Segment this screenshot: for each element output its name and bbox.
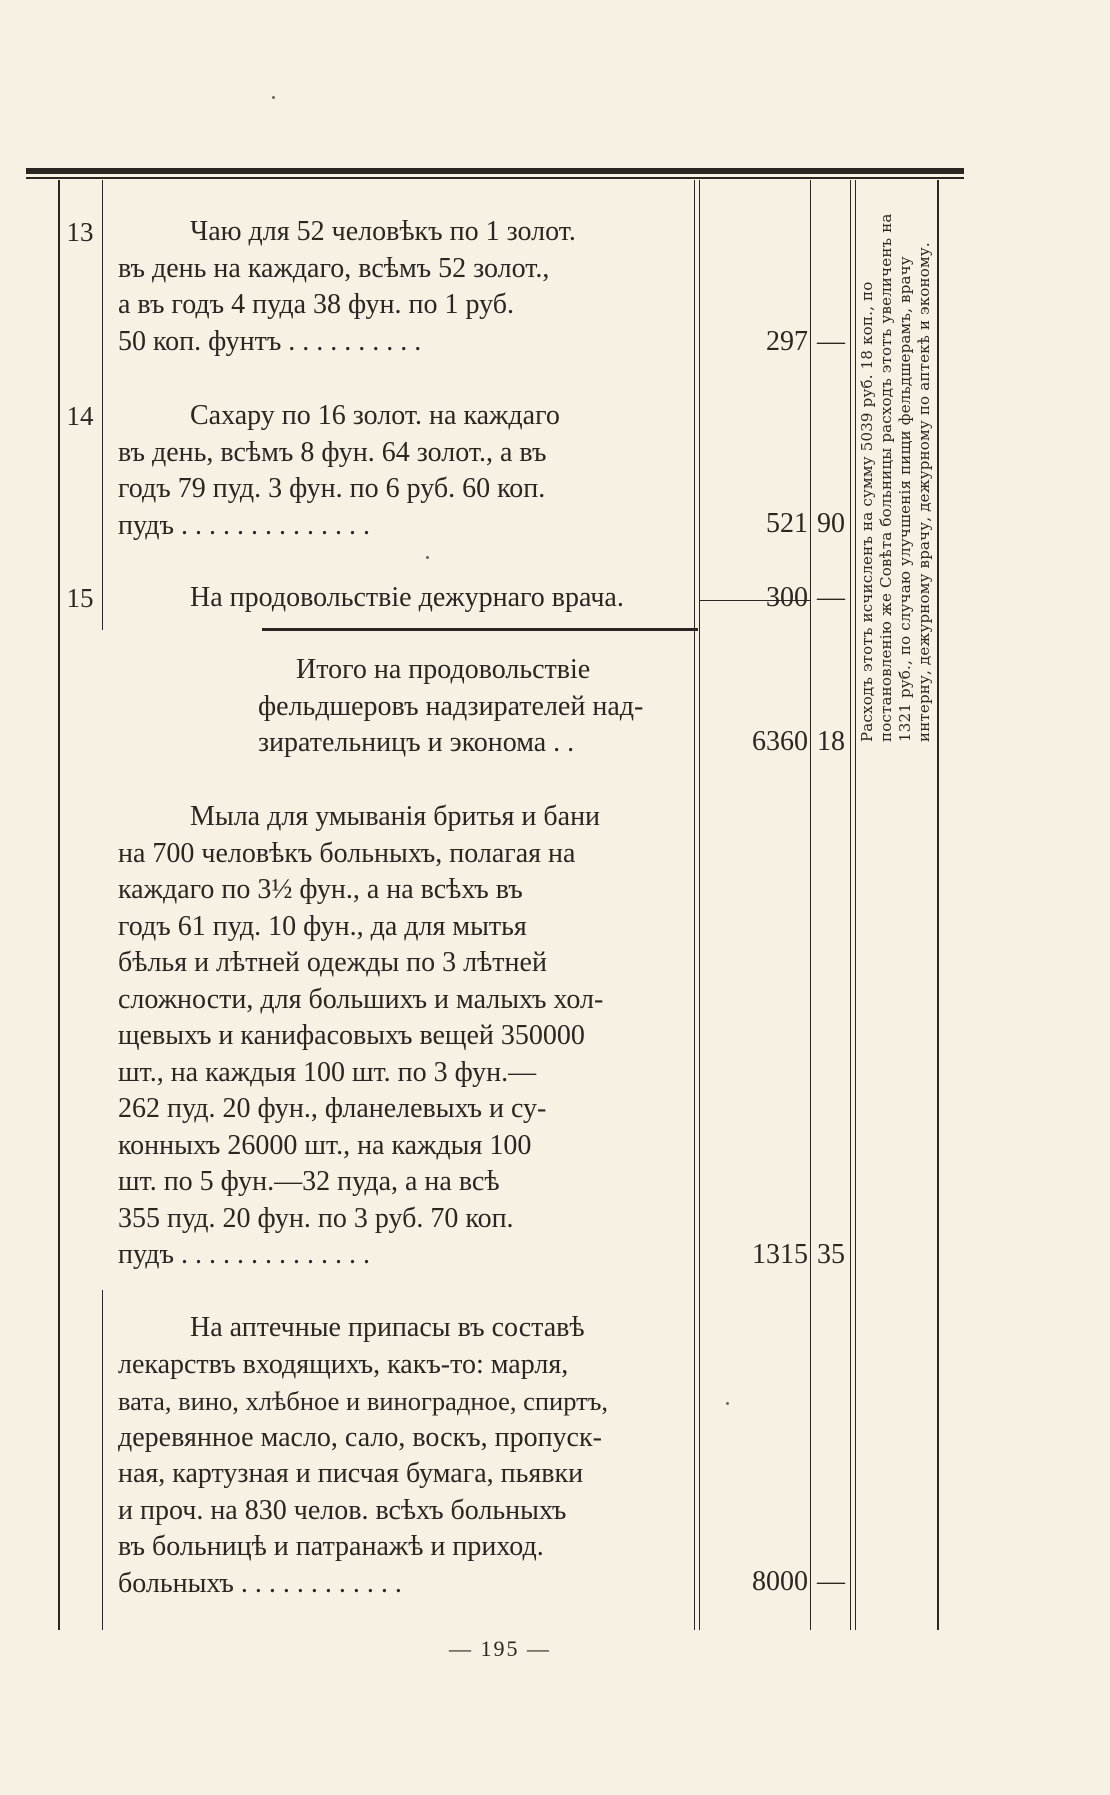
entry-tea (118, 214, 678, 360)
entry-line: каждаго по 3½ фун., а на всѣхъ въ (118, 874, 523, 905)
entry-line: 262 пуд. 20 фун., фланелевыхъ и су- (118, 1093, 547, 1124)
side-note: Расходъ этотъ исчисленъ на сумму 5039 руб. 18 коп., по постановленію же Совѣта больницы расходъ этотъ увеличенъ на 1321 руб., по случаю улучшенія пищи фельдшерамъ, врачу интерну, дежурному врачу, дежурному по аптекѣ и эконому. (858, 213, 933, 742)
entry-line: и проч. на 830 челов. всѣхъ больныхъ (118, 1494, 567, 1526)
entry-line: годъ 61 пуд. 10 фун., да для мытья (118, 910, 527, 942)
amount-rubles: 8000 (752, 1566, 808, 1597)
entry-line: Сахару по 16 золот. на каждаго (190, 400, 560, 431)
entry-sugar (118, 398, 678, 544)
entry-line: годъ 79 пуд. 3 фун. по 6 руб. 60 коп. (118, 473, 546, 504)
entry-line: пудъ . . . . . . . . . . . . . . (118, 509, 370, 541)
col-rule-text-a (694, 180, 695, 1630)
row-number-13: 13 (66, 217, 94, 247)
print-speck (726, 1402, 729, 1405)
entry-line: На аптечные припасы въ составѣ (190, 1312, 585, 1343)
entry-line: шт. по 5 фун.—32 пуда, а на всѣ (118, 1166, 500, 1197)
entry-line: ная, картузная и писчая бумага, пьявки (118, 1458, 584, 1489)
entry-soap (118, 799, 678, 1274)
top-rule (26, 168, 964, 174)
top-rule-thin (26, 177, 964, 179)
col-rule-kop-b (855, 180, 856, 1630)
amount-rubles: 297 (766, 326, 808, 357)
entry-line: въ больницѣ и патранажѣ и приход. (118, 1531, 544, 1562)
row-number-14: 14 (66, 401, 94, 431)
entry-line: щевыхъ и канифасовыхъ вещей 350000 (118, 1020, 585, 1051)
row-number-15: 15 (66, 583, 94, 613)
page-number: — 195 — (449, 1636, 551, 1661)
amount-rubles: 300 (766, 582, 808, 613)
entry-line: лекарствъ входящихъ, какъ-то: марля, (118, 1348, 569, 1380)
entry-pharmacy (118, 1310, 678, 1602)
entry-line: Чаю для 52 человѣкъ по 1 золот. (190, 216, 576, 247)
entry-line: на 700 человѣкъ больныхъ, полагая на (118, 837, 576, 869)
entry-line: 355 пуд. 20 фун. по 3 руб. 70 коп. (118, 1202, 514, 1234)
entry-duty-doctor (118, 580, 678, 617)
entry-line: сложности, для большихъ и малыхъ хол- (118, 983, 604, 1015)
print-speck (272, 96, 275, 99)
subtotal-label (258, 652, 678, 762)
print-speck (426, 556, 429, 559)
amount-kopecks: 35 (817, 1239, 845, 1270)
amount-kopecks: — (817, 1566, 845, 1597)
entry-line: пудъ . . . . . . . . . . . . . . (118, 1239, 370, 1270)
col-rule-number (102, 180, 103, 630)
amount-kopecks: 90 (817, 508, 845, 539)
col-rule-left (58, 180, 60, 1630)
entry-line: вата, вино, хлѣбное и виноградное, спиртъ, (118, 1386, 609, 1416)
subtotal-line: зирательницъ и эконома . . (258, 727, 575, 758)
subtotal-rule-top (262, 628, 698, 631)
subtotal-line: фельдшеровъ надзирателей над- (258, 690, 644, 722)
col-rule-number-lower (102, 1290, 103, 1630)
entry-line: На продовольствіе дежурнаго врача. (190, 582, 624, 613)
entry-line: а въ годъ 4 пуда 38 фун. по 1 руб. (118, 289, 514, 320)
amount-rubles: 521 (766, 508, 808, 539)
col-rule-rub (810, 180, 811, 1630)
entry-line: конныхъ 26000 шт., на каждыя 100 (118, 1129, 532, 1161)
col-rule-text-b (699, 180, 700, 1630)
subtotal-rubles: 6360 (752, 726, 808, 757)
entry-line: въ день, всѣмъ 8 фун. 64 золот., а въ (118, 436, 547, 468)
amount-kopecks: — (817, 326, 845, 357)
col-rule-kop (850, 180, 851, 1630)
entry-line: въ день на каждаго, всѣмъ 52 золот., (118, 252, 550, 284)
amount-kopecks: — (817, 582, 845, 613)
entry-line: 50 коп. фунтъ . . . . . . . . . . (118, 325, 422, 357)
entry-line: бѣлья и лѣтней одежды по 3 лѣтней (118, 947, 547, 978)
entry-line: шт., на каждыя 100 шт. по 3 фун.— (118, 1056, 537, 1088)
entry-line: больныхъ . . . . . . . . . . . . (118, 1567, 402, 1599)
subtotal-line: Итого на продовольствіе (296, 654, 591, 685)
entry-line: деревянное масло, сало, воскъ, пропуск- (118, 1421, 602, 1453)
amount-rubles: 1315 (752, 1239, 808, 1270)
subtotal-kopecks: 18 (817, 726, 845, 757)
entry-line: Мыла для умыванія бритья и бани (190, 801, 601, 832)
